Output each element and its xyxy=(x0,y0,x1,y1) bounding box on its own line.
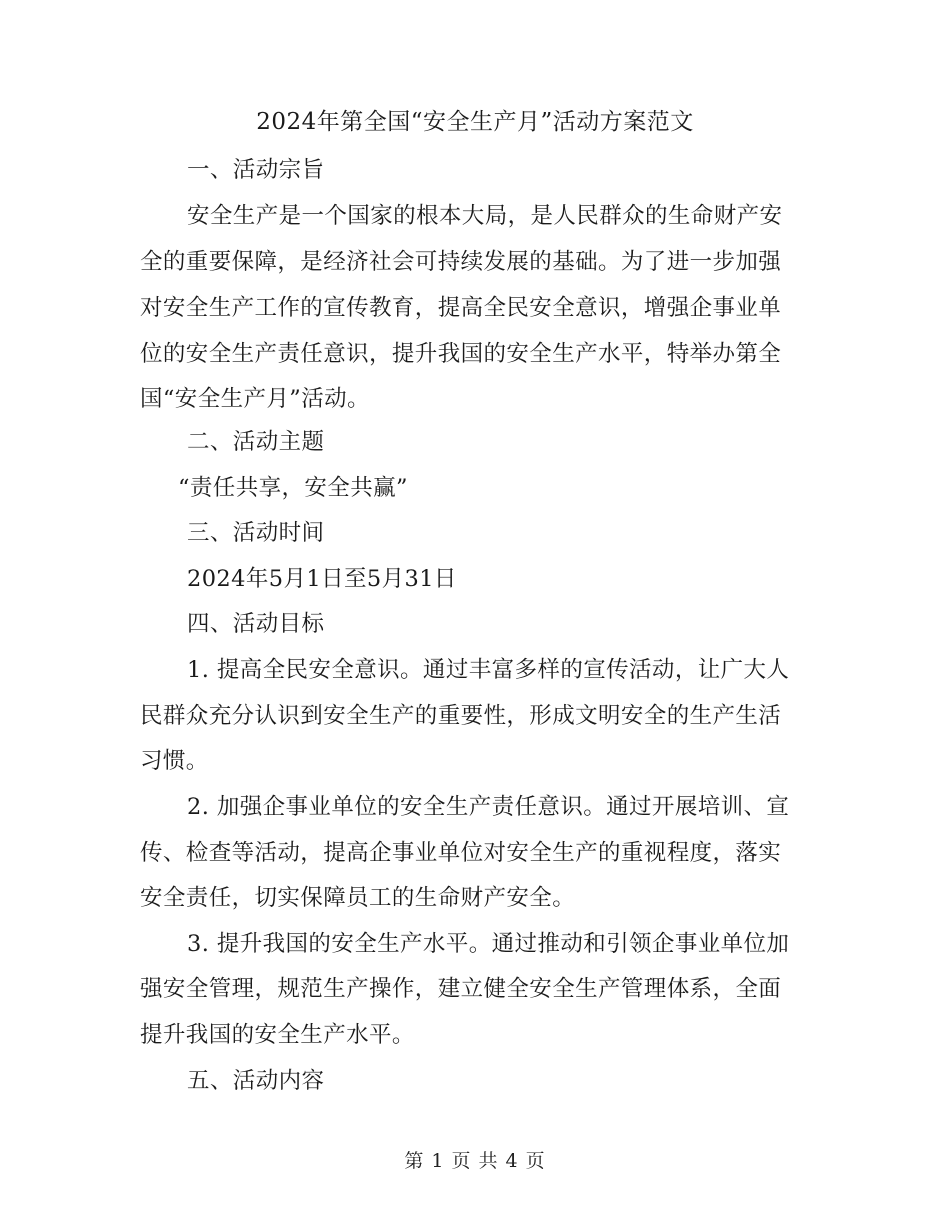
goal-item-line: 强安全管理，规范生产操作，建立健全安全生产管理体系，全面 xyxy=(140,976,782,1002)
goal-item-line: 1. 提高全民安全意识。通过丰富多样的宣传活动，让广大人 xyxy=(187,657,790,683)
section-heading-theme: 二、活动主题 xyxy=(187,429,325,455)
paragraph-line: 对安全生产工作的宣传教育，提高全民安全意识，增强企事业单 xyxy=(140,295,782,321)
goal-item-line: 3. 提升我国的安全生产水平。通过推动和引领企事业单位加 xyxy=(187,931,790,957)
goal-item-line: 提升我国的安全生产水平。 xyxy=(140,1022,415,1048)
page-number-footer: 第 1 页 共 4 页 xyxy=(404,1150,546,1172)
paragraph-line: 安全生产是一个国家的根本大局，是人民群众的生命财产安 xyxy=(187,203,783,229)
activity-date-range: 2024年5月1日至5月31日 xyxy=(187,566,457,592)
document-title: 2024年第全国“安全生产月”活动方案范文 xyxy=(256,109,694,135)
section-heading-purpose: 一、活动宗旨 xyxy=(187,157,325,183)
paragraph-line: 位的安全生产责任意识，提升我国的安全生产水平，特举办第全 xyxy=(140,341,782,367)
goal-item-line: 安全责任，切实保障员工的生命财产安全。 xyxy=(140,885,576,911)
paragraph-line: 全的重要保障，是经济社会可持续发展的基础。为了进一步加强 xyxy=(140,249,782,275)
goal-item-line: 2. 加强企事业单位的安全生产责任意识。通过开展培训、宣 xyxy=(187,794,790,820)
goal-item-line: 传、检查等活动，提高企事业单位对安全生产的重视程度，落实 xyxy=(140,840,782,866)
goal-item-line: 民群众充分认识到安全生产的重要性，形成文明安全的生产生活 xyxy=(140,703,782,729)
goal-item-line: 习惯。 xyxy=(140,748,209,774)
section-heading-goals: 四、活动目标 xyxy=(187,611,325,637)
section-heading-content: 五、活动内容 xyxy=(187,1068,325,1094)
paragraph-line: 国“安全生产月”活动。 xyxy=(140,386,370,412)
theme-slogan: “责任共享，安全共赢” xyxy=(178,475,408,501)
section-heading-time: 三、活动时间 xyxy=(187,520,325,546)
